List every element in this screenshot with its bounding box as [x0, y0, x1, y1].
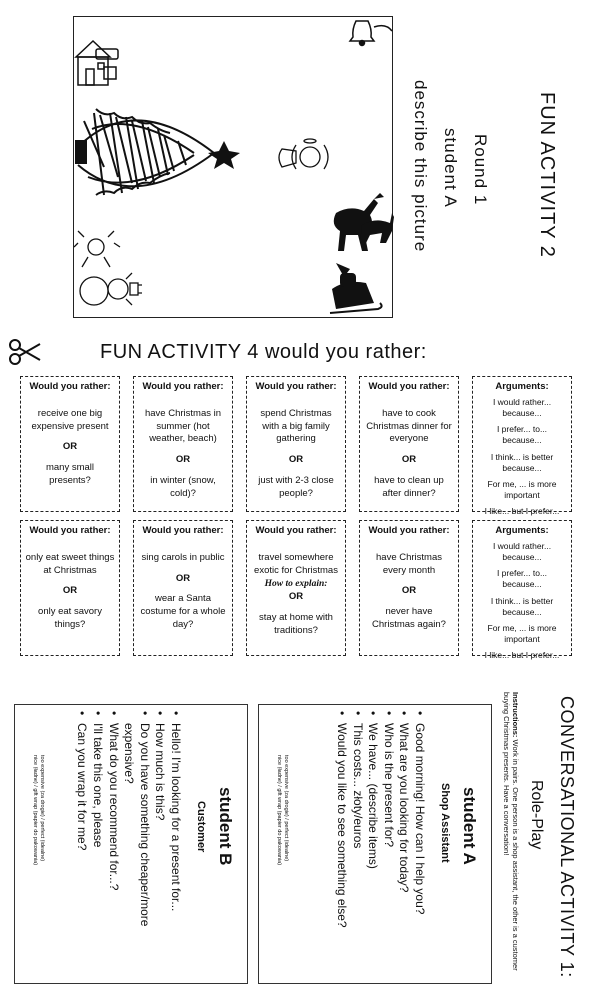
arguments-title: Arguments: — [495, 525, 549, 536]
phrase-item: • What do you recommend for...? — [105, 711, 121, 977]
option-b: stay at home with traditions? — [259, 612, 333, 636]
vocab-line: nice (ładne) / gift wrap (papier do pakowania) — [31, 755, 38, 866]
role-play-subtitle: Role-Play — [528, 780, 545, 850]
star-icon — [208, 141, 240, 169]
argument-item: I think... is better because... — [490, 595, 554, 617]
card-question: Would you rather: — [142, 525, 224, 536]
vocab-footnote — [31, 755, 45, 865]
option-b: never have Christmas again? — [372, 606, 446, 631]
option-a: have Christmas in summer (hot weather, beach) — [144, 407, 222, 445]
would-you-rather-card — [20, 520, 120, 656]
student-a-lines — [333, 711, 427, 977]
or-label: OR — [401, 454, 417, 466]
option-a: sing carols in public — [141, 551, 225, 563]
round-label: Round 1 — [471, 134, 490, 206]
argument-item: I would rather... because... — [492, 397, 552, 419]
card-question: Would you rather: — [142, 381, 224, 392]
student-b-lines — [74, 711, 183, 977]
option-b: only eat savory things? — [38, 606, 102, 631]
phrase-item: • What are you looking for today? — [396, 711, 412, 977]
christmas-tree-icon — [76, 109, 214, 195]
fun-activity-2-title: FUN ACTIVITY 2 — [536, 92, 558, 258]
option-b: wear a Santa costume for a whole day? — [140, 593, 226, 631]
option-a: spend Christmas with a big family gathering — [260, 407, 332, 445]
or-label: OR — [175, 454, 191, 466]
bell-icon — [350, 21, 392, 46]
angel-icon — [279, 139, 328, 169]
would-you-rather-card — [246, 376, 346, 512]
conversational-activity-title: CONVERSATIONAL ACTIVITY 1: — [557, 696, 577, 978]
or-label: OR — [175, 572, 191, 584]
scissors-icon — [8, 338, 42, 366]
option-b: many small presents? — [45, 462, 95, 487]
would-you-rather-card — [359, 520, 459, 656]
argument-item: I prefer... to... because... — [496, 424, 548, 446]
student-a-title: student A — [460, 787, 479, 865]
instructions-text: Work in pairs. One person is a shop assistant, the other is a customer buying Christmas presents. Have a conversation! — [501, 692, 520, 971]
describe-instruction: describe this picture — [411, 80, 430, 253]
option-b: just with 2-3 close people? — [258, 475, 334, 499]
argument-item: For me, ... is more important — [487, 622, 557, 644]
card-question: Would you rather: — [368, 381, 450, 392]
option-a: travel somewhere exotic for Christmas — [254, 551, 338, 576]
arguments-title: Arguments: — [495, 381, 549, 392]
phrase-item: • I'll take this one, please — [89, 711, 105, 977]
phrase-item: • How much is this? — [152, 711, 168, 977]
would-you-rather-card — [20, 376, 120, 512]
or-label: OR — [288, 591, 304, 603]
phrase-item: • Can you wrap it for me? — [74, 711, 90, 977]
student-label: student A — [441, 128, 460, 208]
argument-item: I like... but I prefer... — [484, 505, 560, 516]
instructions — [501, 692, 520, 982]
instructions-label: Instructions: — [511, 692, 520, 738]
would-you-rather-card — [246, 520, 346, 656]
phrase-item: • This costs... złoty/euros — [349, 711, 365, 977]
arguments-card — [472, 520, 572, 660]
student-a-role: Shop Assistant — [439, 783, 451, 863]
argument-item: I think... is better because... — [490, 451, 554, 473]
argument-item: I like... but I prefer... — [484, 649, 560, 660]
vocab-line: nice (ładne) / gift wrap (papier do pakowania) — [275, 755, 282, 866]
christmas-scene-illustration — [74, 17, 394, 319]
student-b-role: Customer — [195, 801, 207, 853]
sleigh-icon — [330, 263, 382, 313]
or-label: OR — [401, 585, 417, 597]
vocab-footnote — [275, 755, 289, 865]
or-label: OR — [62, 585, 78, 597]
option-a: receive one big expensive present — [31, 407, 109, 432]
option-a: only eat sweet things at Christmas — [25, 551, 115, 576]
how-to-explain-label: How to explain: — [264, 579, 328, 590]
gingerbread-icon — [74, 231, 120, 267]
would-you-rather-card — [359, 376, 459, 512]
phrase-item: • Good morning! How can I help you? — [411, 711, 427, 977]
phrase-item: • Who is the present for? — [380, 711, 396, 977]
arguments-card — [472, 376, 572, 516]
card-question: Would you rather: — [368, 525, 450, 536]
option-b: in winter (snow, cold)? — [150, 475, 216, 499]
or-label: OR — [62, 441, 78, 453]
phrase-item: • Hello! I'm looking for a present for... — [167, 711, 183, 977]
would-you-rather-card — [133, 376, 233, 512]
student-b-title: student B — [216, 787, 235, 866]
house-icon — [76, 41, 118, 85]
student-b-card — [14, 704, 248, 984]
phrase-item: • Do you have something cheaper/more expensive? — [121, 711, 152, 977]
card-question: Would you rather: — [29, 381, 111, 392]
option-b: have to clean up after dinner? — [374, 475, 444, 499]
option-a: have to cook Christmas dinner for everyone — [366, 407, 452, 445]
card-question: Would you rather: — [29, 525, 111, 536]
option-a: have Christmas every month — [376, 551, 442, 576]
vocab-line: too expensive (za drogie) / perfect (idealne) — [39, 755, 45, 862]
card-question: Would you rather: — [255, 381, 337, 392]
vocab-line: too expensive (za drogie) / perfect (idealne) — [283, 755, 289, 862]
or-label: OR — [288, 454, 304, 466]
argument-item: For me, ... is more important — [487, 478, 557, 500]
argument-item: I would rather... because... — [492, 541, 552, 563]
fun-activity-4-title: FUN ACTIVITY 4 would you rather: — [100, 341, 427, 363]
phrase-item: • Would you like to see something else? — [333, 711, 349, 977]
snowman-icon — [80, 273, 142, 305]
argument-item: I prefer... to... because... — [496, 568, 548, 590]
phrase-item: • We have... (describe items) — [365, 711, 381, 977]
student-a-card — [258, 704, 492, 984]
reindeer-icon — [334, 189, 394, 251]
would-you-rather-card — [133, 520, 233, 656]
card-question: Would you rather: — [255, 525, 337, 536]
christmas-picture — [73, 16, 393, 318]
